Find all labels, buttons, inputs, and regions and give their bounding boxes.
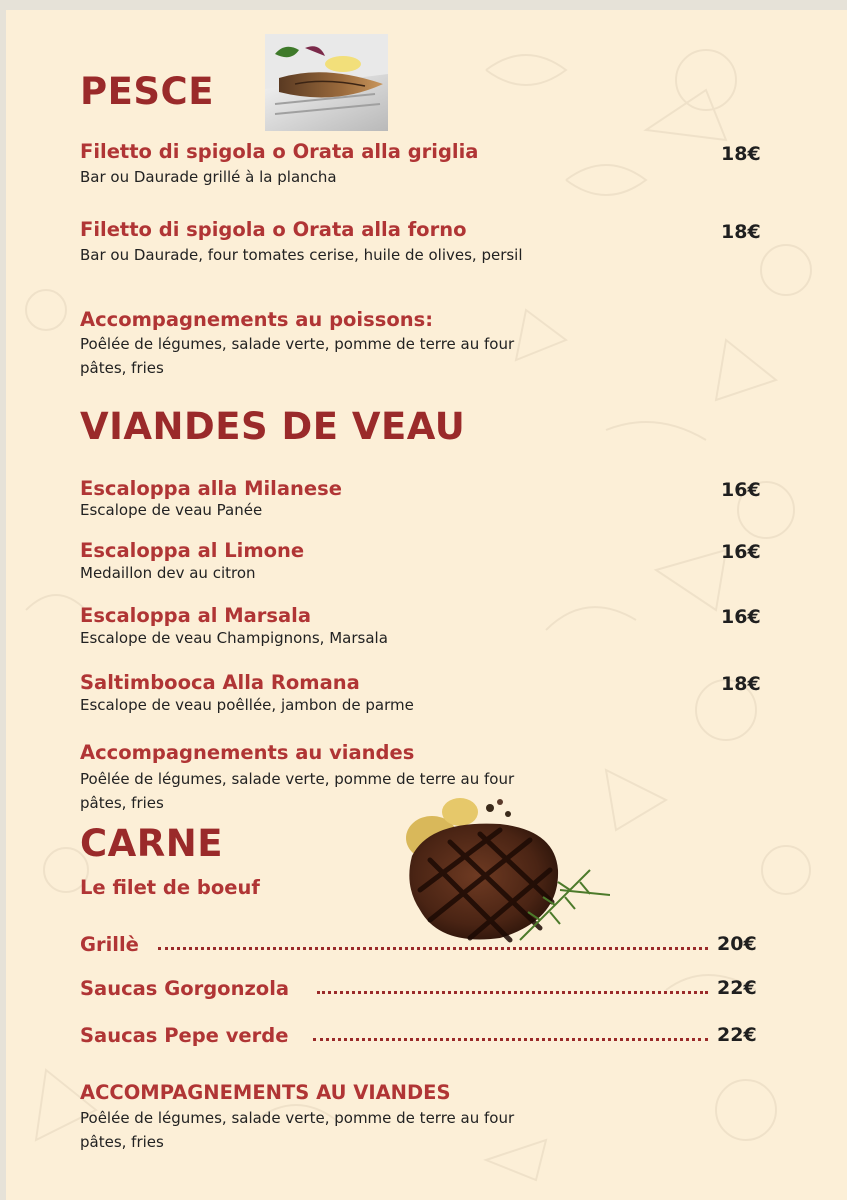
menu-item-name: Escaloppa al Marsala [80,604,312,627]
menu-item-price: 18€ [721,673,761,695]
section-title-veau: VIANDES DE VEAU [80,405,466,448]
menu-page [6,10,847,1200]
carne-item-name: Saucas Gorgonzola [80,977,290,1000]
menu-item-price: 18€ [721,221,761,243]
carne-item-price: 22€ [717,977,757,999]
menu-item-desc: Escalope de veau Champignons, Marsala [80,629,388,647]
sides-title: Accompagnements au viandes [80,741,415,764]
sides-title: Accompagnements au poissons: [80,308,434,331]
menu-item-desc: Escalope de veau poêllée, jambon de parme [80,696,414,714]
menu-item-price: 16€ [721,541,761,563]
sides-line: Poêlée de légumes, salade verte, pomme de terre au four [80,1109,515,1127]
sides-line: pâtes, fries [80,1133,164,1151]
section-title-carne: CARNE [80,822,224,865]
carne-item-name: Grillè [80,933,139,956]
menu-item-name: Escaloppa alla Milanese [80,477,342,500]
menu-item-price: 16€ [721,606,761,628]
dot-leader [317,991,708,994]
sides-line: pâtes, fries [80,359,164,377]
carne-item-price: 22€ [717,1024,757,1046]
steak-image [390,790,610,950]
menu-item-desc: Escalope de veau Panée [80,501,263,519]
menu-item-price: 16€ [721,479,761,501]
section-title-pesce: PESCE [80,70,214,113]
menu-item-desc: Medaillon dev au citron [80,564,256,582]
menu-item-desc: Bar ou Daurade, four tomates cerise, huile de olives, persil [80,246,523,264]
section-subtitle: Le filet de boeuf [80,876,260,899]
sides-line: Poêlée de légumes, salade verte, pomme de terre au four [80,770,515,788]
dot-leader [158,947,708,950]
menu-item-name: Escaloppa al Limone [80,539,305,562]
sides-line: Poêlée de légumes, salade verte, pomme de terre au four [80,335,515,353]
menu-item-desc: Bar ou Daurade grillé à la plancha [80,168,337,186]
menu-item-price: 18€ [721,143,761,165]
sides-title: ACCOMPAGNEMENTS AU VIANDES [80,1081,451,1104]
dot-leader [313,1038,708,1041]
menu-item-name: Saltimbooca Alla Romana [80,671,360,694]
sides-line: pâtes, fries [80,794,164,812]
grilled-fish-image [265,34,388,131]
menu-item-name: Filetto di spigola o Orata alla forno [80,218,467,241]
carne-item-price: 20€ [717,933,757,955]
carne-item-name: Saucas Pepe verde [80,1024,289,1047]
menu-item-name: Filetto di spigola o Orata alla griglia [80,140,479,163]
